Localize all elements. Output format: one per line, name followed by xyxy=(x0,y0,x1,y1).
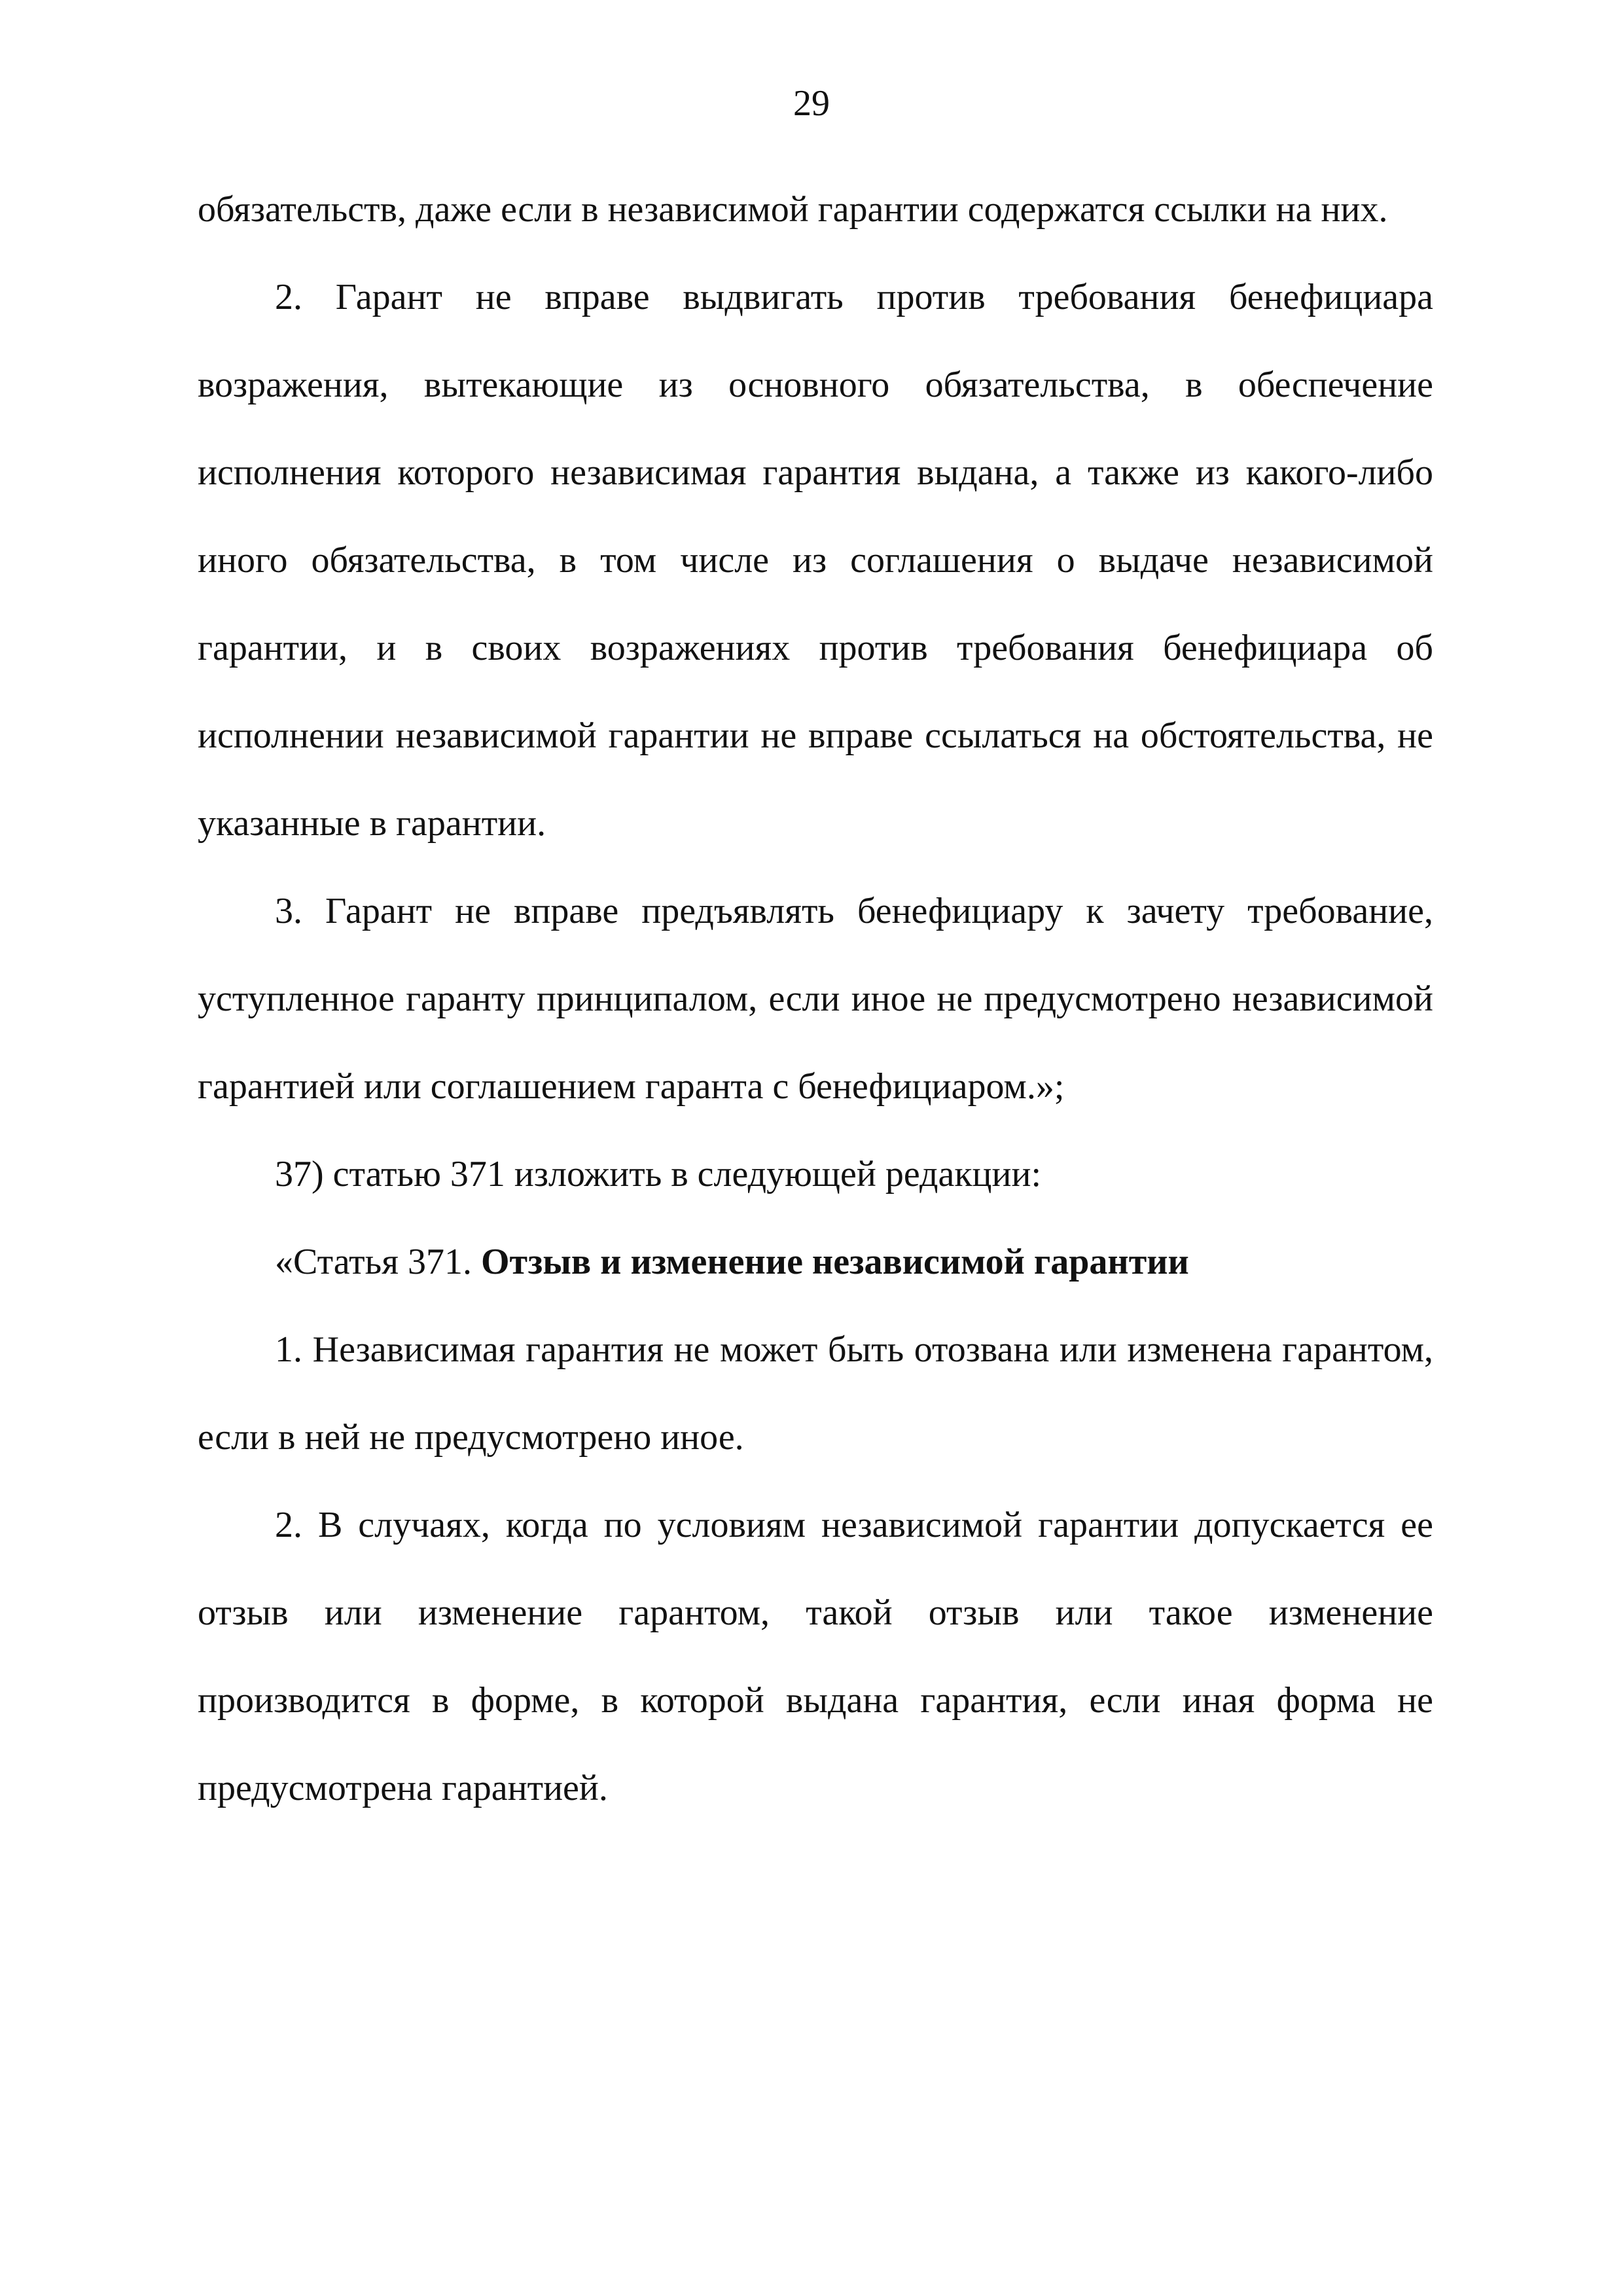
paragraph-article-item-2: 2. В случаях, когда по условиям независимой гарантии допускается ее отзыв или изменение гарантом, такой отзыв или такое изменение производится в форме, в которой выдана гарантия, если иная форма не предусмотрена гарантией. xyxy=(198,1505,1433,1808)
article-number: «Статья 371. xyxy=(275,1242,481,1282)
article-title: Отзыв и изменение независимой гарантии xyxy=(480,1242,1189,1282)
paragraph-article-item-1: 1. Независимая гарантия не может быть отозвана или изменена гарантом, если в ней не предусмотрено иное. xyxy=(198,1329,1433,1458)
paragraph-item-3-setoff: 3. Гарант не вправе предъявлять бенефициару к зачету требование, уступленное гаранту принципалом, если иное не предусмотрено независимой гарантией или соглашением гаранта с бенефициаром.»; xyxy=(198,891,1433,1107)
paragraph-continuation: обязательств, даже если в независимой гарантии содержатся ссылки на них. xyxy=(198,189,1388,230)
paragraph-amendment-37: 37) статью 371 изложить в следующей редакции: xyxy=(275,1154,1041,1194)
page-number: 29 xyxy=(793,83,830,124)
article-heading xyxy=(198,1218,1433,1306)
document-body xyxy=(198,166,1433,1832)
paragraph-item-2-objections: 2. Гарант не вправе выдвигать против требования бенефициара возражения, вытекающие из основного обязательства, в обеспечение исполнения которого независимая гарантия выдана, а также из какого-либо иного обязательства, в том числе из соглашения о выдаче независимой гарантии, и в своих возражениях против требования бенефициара об исполнении независимой гарантии не вправе ссылаться на обстоятельства, не указанные в гарантии. xyxy=(198,277,1433,844)
